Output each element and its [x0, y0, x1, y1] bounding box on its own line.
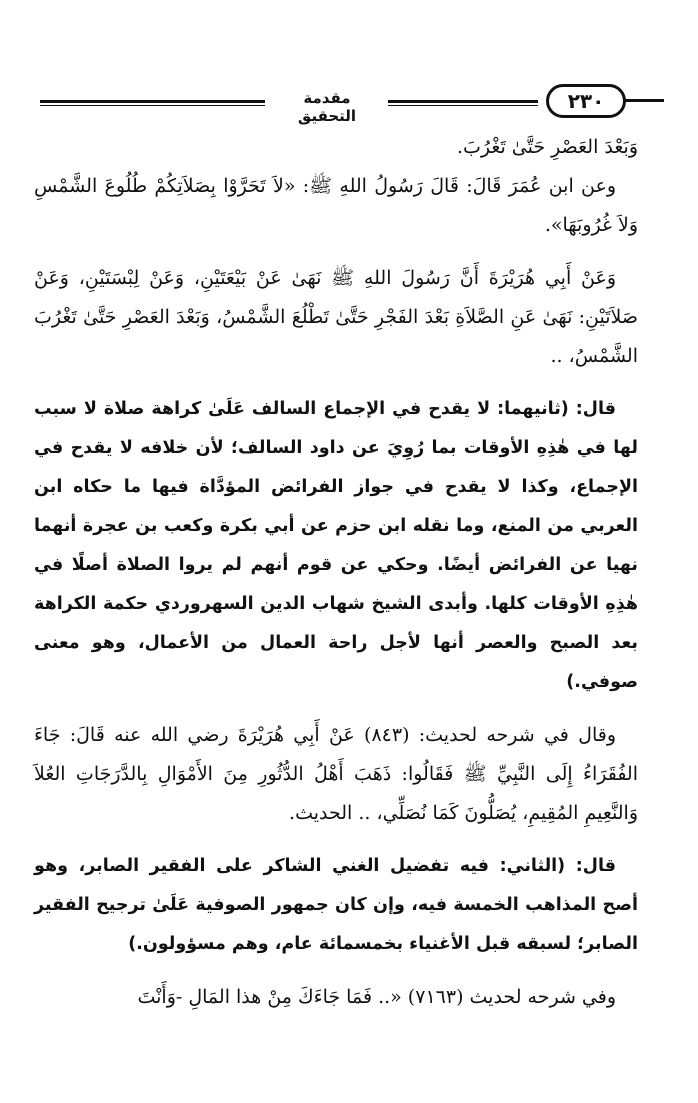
paragraph: وفي شرحه لحديث (٧١٦٣) «.. فَمَا جَاءَكَ مِنْ هذا المَالِ -وَأَنْتَ: [137, 986, 616, 1008]
paragraph: وعن ابن عُمَرَ قَالَ: قَالَ رَسُولُ اللهِ ﷺ: «لاَ تَحَرَّوْا بِصَلاَتِكُمْ طُلُوعَ الشَّمْسِ وَلاَ غُرُوبَهَا».: [34, 175, 638, 236]
header-rule: [388, 105, 538, 106]
page-header: [26, 84, 666, 124]
page-body: [34, 128, 638, 1017]
paragraph: وَبَعْدَ العَصْرِ حَتَّىٰ تَغْرُبَ.: [456, 136, 638, 158]
header-rule: [40, 100, 265, 103]
quoted-paragraph: قال: (ثانيهما: لا يقدح في الإجماع السالف عَلَىٰ كراهة صلاة لا سبب لها في هٰذِهِ الأوقات بما رُوِيَ عن داود السالف؛ لأن خلافه لا يقدح في الإجماع، وكذا لا يقدح في جواز الفرائض المؤدَّاة فيها ما حكاه ابن العربي من المنع، وما نقله ابن حزم عن أبي بكرة وكعب بن عجرة أنهما نهيا عن الفرائض أيضًا. وحكي عن قوم أنهم لم يروا الصلاة أصلًا في هٰذِهِ الأوقات كلها. وأبدى الشيخ شهاب الدين السهروردي حكمة الكراهة بعد الصبح والعصر أنها لأجل راحة العمال من الأعمال، وهو معنى صوفي.): [34, 399, 638, 692]
header-rule: [40, 105, 265, 106]
quoted-paragraph: قال: (الثاني: فيه تفضيل الغني الشاكر على الفقير الصابر، وهو أصح المذاهب الخمسة فيه، وإن كان جمهور الصوفية عَلَىٰ ترجيح الفقير الصابر؛ لسبقه قبل الأغنياء بخمسمائة عام، وهم مسؤولون.): [34, 856, 638, 954]
page-number: ٢٣٠: [546, 84, 626, 118]
paragraph: وقال في شرحه لحديث: (٨٤٣) عَنْ أَبِي هُرَيْرَةَ رضي الله عنه قَالَ: جَاءَ الفُقَرَاءُ إِلَى النَّبِيِّ ﷺ فَقَالُوا: ذَهَبَ أَهْلُ الدُّثُورِ مِنَ الأَمْوَالِ بِالدَّرَجَاتِ العُلاَ وَالنَّعِيمِ المُقِيمِ، يُصَلُّونَ كَمَا نُصَلِّي، .. الحديث.: [34, 724, 638, 824]
header-rule: [624, 99, 664, 102]
header-rule: [388, 100, 538, 103]
section-title: مقدمة التحقيق: [297, 89, 357, 125]
paragraph: وَعَنْ أَبِي هُرَيْرَةَ أَنَّ رَسُولَ اللهِ ﷺ نَهَىٰ عَنْ بَيْعَتَيْنِ، وَعَنْ لِبْسَتَيْنِ، وَعَنْ صَلاَتَيْنِ: نَهَىٰ عَنِ الصَّلاَةِ بَعْدَ الفَجْرِ حَتَّىٰ تَطْلُعَ الشَّمْسُ، وَبَعْدَ العَصْرِ حَتَّىٰ تَغْرُبَ الشَّمْسُ، ..: [34, 267, 638, 367]
